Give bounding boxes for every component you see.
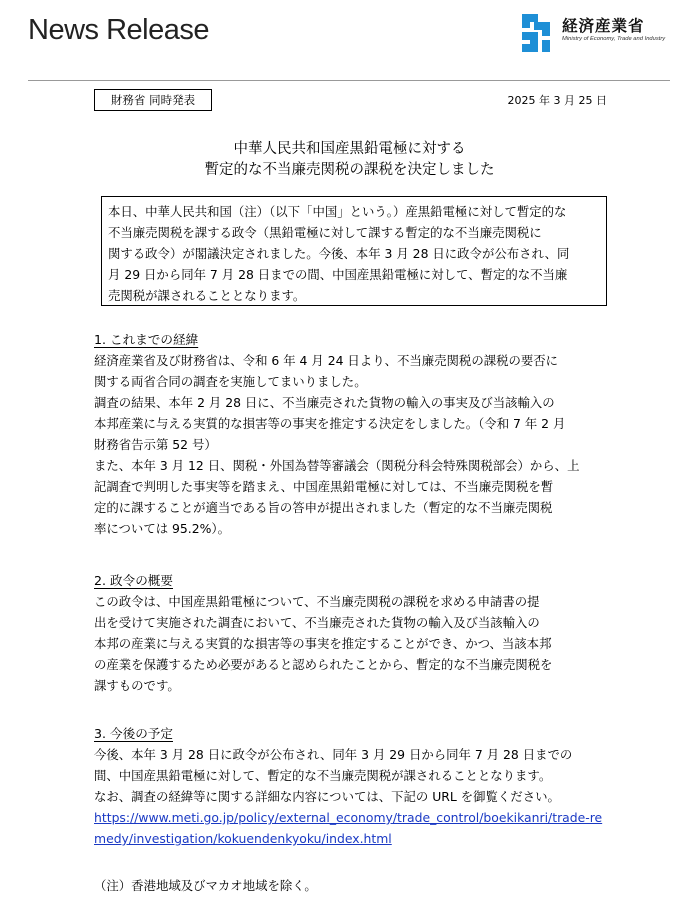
investigation-url-link[interactable]: medy/investigation/kokuendenkyoku/index.html bbox=[94, 831, 392, 846]
body-line: 出を受けて実施された調査において、不当廉売された貨物の輸入及び当該輸入の bbox=[94, 615, 540, 630]
release-date: 2025 年 3 月 25 日 bbox=[507, 94, 607, 107]
body-line: 関する両省合同の調査を実施してまいりました。 bbox=[94, 374, 367, 389]
header-divider bbox=[28, 80, 670, 81]
body-line: この政令は、中国産黒鉛電極について、不当廉売関税の課税を求める申請書の提 bbox=[94, 594, 540, 609]
meti-logo-icon bbox=[516, 12, 556, 54]
section-schedule bbox=[94, 723, 674, 849]
investigation-url-link[interactable]: https://www.meti.go.jp/policy/external_economy/trade_control/boekikanri/trade-re bbox=[94, 810, 603, 825]
body-line: 今後、本年 3 月 28 日に政令が公布され、同年 3 月 29 日から同年 7 月 28 日までの bbox=[94, 747, 573, 762]
body-line: 率については 95.2%）。 bbox=[94, 521, 230, 536]
body-line: 定的に課することが適当である旨の答申が提出されました（暫定的な不当廉売関税 bbox=[94, 500, 553, 515]
body-line: 課すものです。 bbox=[94, 678, 180, 693]
section-heading: 1. これまでの経緯 bbox=[94, 332, 199, 347]
body-line: 経済産業省及び財務省は、令和 6 年 4 月 24 日より、不当廉売関税の課税の要否に bbox=[94, 353, 559, 368]
section-overview bbox=[94, 570, 674, 696]
body-line: 本邦の産業に与える実質的な損害等の事実を推定することができ、かつ、当該本邦 bbox=[94, 636, 552, 651]
body-line: の産業を保護するため必要があると認められたことから、暫定的な不当廉売関税を bbox=[94, 657, 553, 672]
meti-logo bbox=[516, 12, 686, 56]
body-line: 調査の結果、本年 2 月 28 日に、不当廉売された貨物の輸入の事実及び当該輸入の bbox=[94, 395, 555, 410]
summary-line: 月 29 日から同年 7 月 28 日までの間、中国産黒鉛電極に対して、暫定的な不当廉 bbox=[108, 267, 568, 282]
body-line: 間、中国産黒鉛電極に対して、暫定的な不当廉売関税が課されることとなります。 bbox=[94, 768, 552, 783]
body-line: 記調査で判明した事実等を踏まえ、中国産黒鉛電極に対しては、不当廉売関税を暫 bbox=[94, 479, 554, 494]
summary-line: 本日、中華人民共和国（注）（以下「中国」という。）産黒鉛電極に対して暫定的な bbox=[108, 204, 567, 219]
summary-line: 不当廉売関税を課する政令（黒鉛電極に対して課する暫定的な不当廉売関税に bbox=[108, 225, 542, 240]
title-line-1: 中華人民共和国産黒鉛電極に対する bbox=[233, 141, 466, 157]
logo-jp-text: 経済産業省 bbox=[562, 17, 645, 35]
summary-box bbox=[101, 196, 607, 306]
body-line: なお、調査の経緯等に関する詳細な内容については、下記の URL を御覧ください。 bbox=[94, 789, 560, 804]
joint-release-label: 財務省 同時発表 bbox=[94, 89, 212, 111]
logo-en-text: Ministry of Economy, Trade and Industry bbox=[562, 36, 666, 42]
section-history bbox=[94, 329, 674, 539]
body-line: 財務省告示第 52 号） bbox=[94, 437, 217, 452]
section-heading: 3. 今後の予定 bbox=[94, 726, 173, 741]
body-line: 本邦産業に与える実質的な損害等の事実を推定する決定をしました。（令和 7 年 2 月 bbox=[94, 416, 566, 431]
footnote bbox=[94, 875, 674, 896]
summary-line: 関する政令）が閣議決定されました。今後、本年 3 月 28 日に政令が公布され、同 bbox=[108, 246, 570, 261]
title-line-2: 暫定的な不当廉売関税の課税を決定しました bbox=[204, 162, 495, 178]
body-line: また、本年 3 月 12 日、関税・外国為替等審議会（関税分科会特殊関税部会）から、上 bbox=[94, 458, 580, 473]
header-title: News Release bbox=[28, 14, 209, 46]
summary-line: 売関税が課されることとなります。 bbox=[108, 288, 306, 303]
footnote-text: （注）香港地域及びマカオ地域を除く。 bbox=[94, 878, 317, 893]
section-heading: 2. 政令の概要 bbox=[94, 573, 173, 588]
